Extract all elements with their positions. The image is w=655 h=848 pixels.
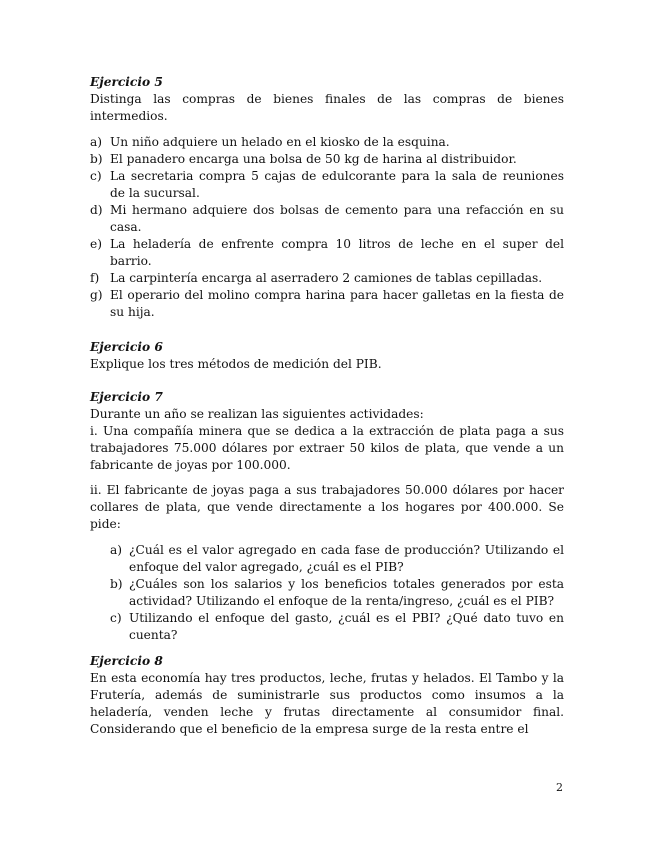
exercise-7-list — [110, 542, 564, 644]
document-page — [90, 74, 564, 738]
exercise-7-heading: Ejercicio 7 — [90, 390, 163, 404]
list-item: b) ¿Cuáles son los salarios y los beneficios totales generados por esta actividad? Utilizando el enfoque de la renta/ingreso, ¿cuál es el PIB? — [110, 577, 564, 608]
list-item: a) Un niño adquiere un helado en el kiosko de la esquina. — [90, 135, 450, 149]
exercise-5-list — [90, 134, 564, 321]
page-number: 2 — [556, 781, 563, 794]
exercise-6-text: Explique los tres métodos de medición del PIB. — [90, 357, 382, 371]
exercise-7-paragraph-i: i. Una compañía minera que se dedica a la extracción de plata paga a sus trabajadores 75.000 dólares por extraer 50 kilos de plata, que vende a un fabricante de joyas por 100.000. — [90, 424, 564, 472]
list-item: e) La heladería de enfrente compra 10 litros de leche en el super del barrio. — [90, 237, 564, 268]
exercise-5-intro: Distinga las compras de bienes finales de las compras de bienes intermedios. — [90, 92, 564, 123]
exercise-6-heading: Ejercicio 6 — [90, 340, 163, 354]
list-item: c) Utilizando el enfoque del gasto, ¿cuál es el PBI? ¿Qué dato tuvo en cuenta? — [110, 611, 564, 642]
list-item: b) El panadero encarga una bolsa de 50 kg de harina al distribuidor. — [90, 152, 517, 166]
list-item: g) El operario del molino compra harina para hacer galletas en la fiesta de su hija. — [90, 288, 564, 319]
list-item: c) La secretaria compra 5 cajas de edulcorante para la sala de reuniones de la sucursal. — [90, 169, 564, 200]
exercise-8-heading: Ejercicio 8 — [90, 654, 163, 668]
list-item: d) Mi hermano adquiere dos bolsas de cemento para una refacción en su casa. — [90, 203, 564, 234]
exercise-8-text: En esta economía hay tres productos, leche, frutas y helados. El Tambo y la Frutería, además de suministrarle sus productos como insumos a la heladería, venden leche y frutas directamente al consumidor final. Considerando que el beneficio de la empresa surge de la resta entre el — [90, 671, 564, 736]
exercise-5-heading: Ejercicio 5 — [90, 75, 163, 89]
exercise-7-paragraph-ii: ii. El fabricante de joyas paga a sus trabajadores 50.000 dólares por hacer collares de plata, que vende directamente a los hogares por 400.000. Se pide: — [90, 483, 564, 531]
list-item: f) La carpintería encarga al aserradero 2 camiones de tablas cepilladas. — [90, 271, 543, 285]
list-item: a) ¿Cuál es el valor agregado en cada fase de producción? Utilizando el enfoque del valor agregado, ¿cuál es el PIB? — [110, 543, 564, 574]
exercise-7-intro: Durante un año se realizan las siguientes actividades: — [90, 407, 424, 421]
